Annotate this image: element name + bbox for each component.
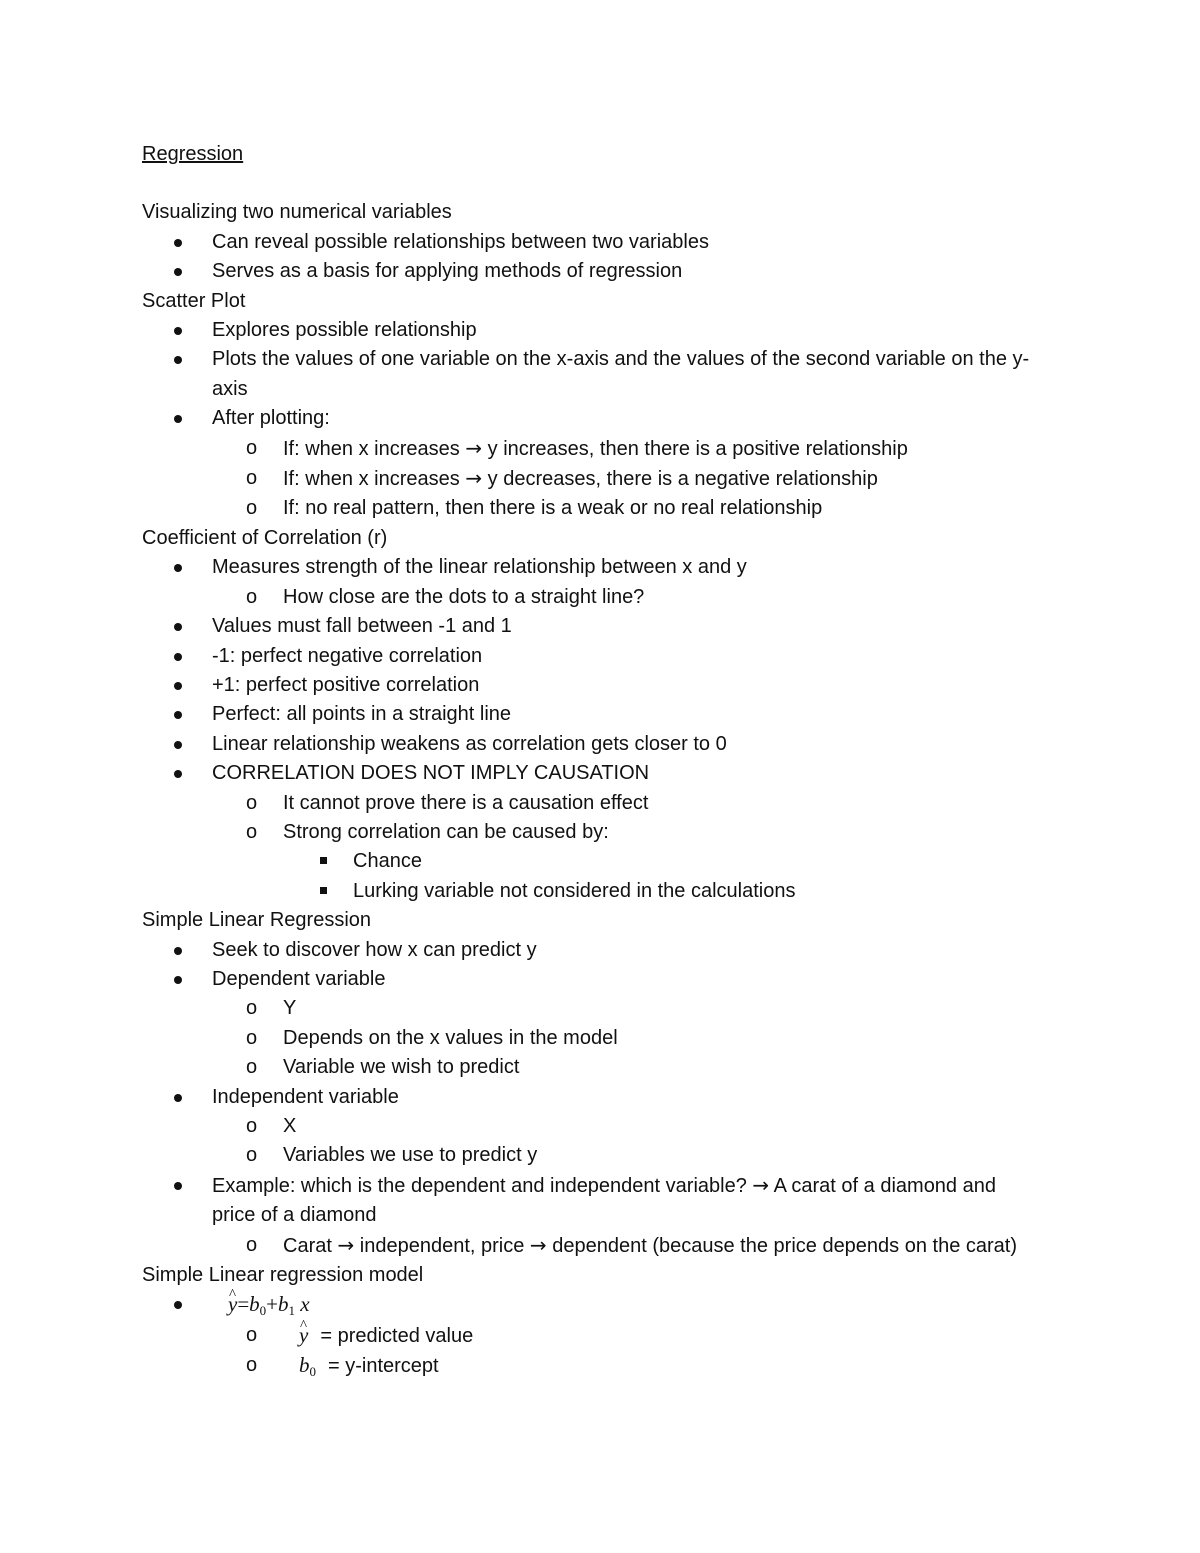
right-arrow-icon: → bbox=[465, 435, 483, 460]
document-title: Regression bbox=[142, 143, 244, 165]
bullet-icon bbox=[174, 564, 182, 572]
b0-symbol: $b_0$ bbox=[299, 1353, 316, 1380]
sub-bullet-item: o If: when x increases → y decreases, there is a negative relationship bbox=[142, 464, 1042, 494]
y-hat-symbol: ^ y bbox=[299, 1321, 308, 1350]
bullet-item: +1: perfect positive correlation bbox=[142, 671, 1042, 700]
bullet-icon bbox=[174, 1301, 182, 1309]
bullet-icon bbox=[174, 415, 182, 423]
bullet-item: Explores possible relationship bbox=[142, 316, 1042, 345]
bullet-item: CORRELATION DOES NOT IMPLY CAUSATION bbox=[142, 759, 1042, 788]
bullet-item: Independent variable bbox=[142, 1083, 1042, 1112]
section-heading-visualizing: Visualizing two numerical variables bbox=[142, 201, 452, 224]
right-arrow-icon: → bbox=[337, 1232, 355, 1257]
right-arrow-icon: → bbox=[752, 1172, 770, 1197]
hollow-bullet-icon: o bbox=[246, 1323, 258, 1346]
sub-bullet-item: o ^ y = predicted value bbox=[142, 1321, 1042, 1351]
bullet-item: Perfect: all points in a straight line bbox=[142, 700, 1042, 729]
bullet-item: After plotting: bbox=[142, 404, 1042, 433]
blank-line bbox=[142, 169, 1042, 198]
bullet-icon bbox=[174, 268, 182, 276]
bullet-item: Serves as a basis for applying methods of regression bbox=[142, 257, 1042, 286]
hollow-bullet-icon: o bbox=[246, 820, 258, 843]
section-heading-correlation: Coefficient of Correlation (r) bbox=[142, 526, 388, 549]
square-bullet-icon bbox=[320, 857, 327, 864]
bullet-icon bbox=[174, 327, 182, 335]
sub-bullet-item: o How close are the dots to a straight line? bbox=[142, 583, 1042, 612]
sub-bullet-item: o Y bbox=[142, 994, 1042, 1023]
bullet-item: Seek to discover how x can predict y bbox=[142, 936, 1042, 965]
bullet-item: Values must fall between -1 and 1 bbox=[142, 612, 1042, 641]
bullet-icon bbox=[174, 1094, 182, 1102]
regression-formula: ^ $y=b_0+b_1$ x bbox=[212, 1292, 310, 1316]
bullet-icon bbox=[174, 623, 182, 631]
bullet-item: Plots the values of one variable on the x-axis and the values of the second variable on the y-axis bbox=[142, 345, 1042, 404]
sub-bullet-item: o $b_0$ = y-intercept bbox=[246, 1353, 439, 1380]
hollow-bullet-icon: o bbox=[246, 1026, 258, 1049]
bullet-icon bbox=[174, 770, 182, 778]
hollow-bullet-icon: o bbox=[246, 1233, 258, 1256]
sub-bullet-item: o Variables we use to predict y bbox=[142, 1141, 1042, 1170]
bullet-icon bbox=[174, 1182, 182, 1190]
right-arrow-icon: → bbox=[529, 1232, 547, 1257]
hollow-bullet-icon: o bbox=[246, 1056, 258, 1079]
document-page bbox=[142, 140, 1042, 1382]
bullet-icon bbox=[174, 947, 182, 955]
hollow-bullet-icon: o bbox=[246, 1354, 258, 1377]
bullet-item: -1: perfect negative correlation bbox=[142, 642, 1042, 671]
section-heading-regression-model: Simple Linear regression model bbox=[142, 1264, 424, 1287]
formula-item bbox=[142, 1290, 1042, 1320]
bullet-icon bbox=[174, 711, 182, 719]
hollow-bullet-icon: o bbox=[246, 497, 258, 520]
right-arrow-icon: → bbox=[465, 466, 483, 491]
sub-bullet-item: o If: no real pattern, then there is a weak or no real relationship bbox=[142, 494, 1042, 523]
hollow-bullet-icon: o bbox=[246, 791, 258, 814]
bullet-icon bbox=[174, 653, 182, 661]
square-bullet-icon bbox=[320, 887, 327, 894]
bullet-item: Measures strength of the linear relationship between x and y bbox=[142, 553, 1042, 582]
sub-bullet-item: o Strong correlation can be caused by: bbox=[142, 818, 1042, 847]
sub-bullet-item: o It cannot prove there is a causation effect bbox=[142, 789, 1042, 818]
section-heading-scatter-plot: Scatter Plot bbox=[142, 289, 246, 312]
bullet-item: Example: which is the dependent and independent variable? → A carat of a diamond and price of a diamond bbox=[142, 1171, 1042, 1231]
tertiary-bullet-item: Chance bbox=[142, 847, 1042, 876]
section-heading-simple-linear-regression: Simple Linear Regression bbox=[142, 909, 372, 932]
bullet-item: Can reveal possible relationships between two variables bbox=[142, 228, 1042, 257]
hollow-bullet-icon: o bbox=[246, 467, 258, 490]
bullet-icon bbox=[174, 239, 182, 247]
sub-bullet-item: o Variable we wish to predict bbox=[142, 1053, 1042, 1082]
bullet-item: Dependent variable bbox=[142, 965, 1042, 994]
sub-bullet-item: o Carat → independent, price → dependent (because the price depends on the carat) bbox=[142, 1231, 1042, 1261]
hollow-bullet-icon: o bbox=[246, 997, 258, 1020]
bullet-icon bbox=[174, 741, 182, 749]
sub-bullet-item: o Depends on the x values in the model bbox=[142, 1024, 1042, 1053]
hollow-bullet-icon: o bbox=[246, 436, 258, 459]
bullet-icon bbox=[174, 682, 182, 690]
sub-bullet-item: o X bbox=[142, 1112, 1042, 1141]
hollow-bullet-icon: o bbox=[246, 1115, 258, 1137]
bullet-icon bbox=[174, 356, 182, 364]
hollow-bullet-icon: o bbox=[246, 585, 258, 608]
sub-bullet-item: o If: when x increases → y increases, then there is a positive relationship bbox=[142, 434, 1042, 464]
hollow-bullet-icon: o bbox=[246, 1144, 258, 1167]
tertiary-bullet-item: Lurking variable not considered in the calculations bbox=[142, 877, 1042, 906]
bullet-item: Linear relationship weakens as correlation gets closer to 0 bbox=[142, 730, 1042, 759]
bullet-icon bbox=[174, 976, 182, 984]
